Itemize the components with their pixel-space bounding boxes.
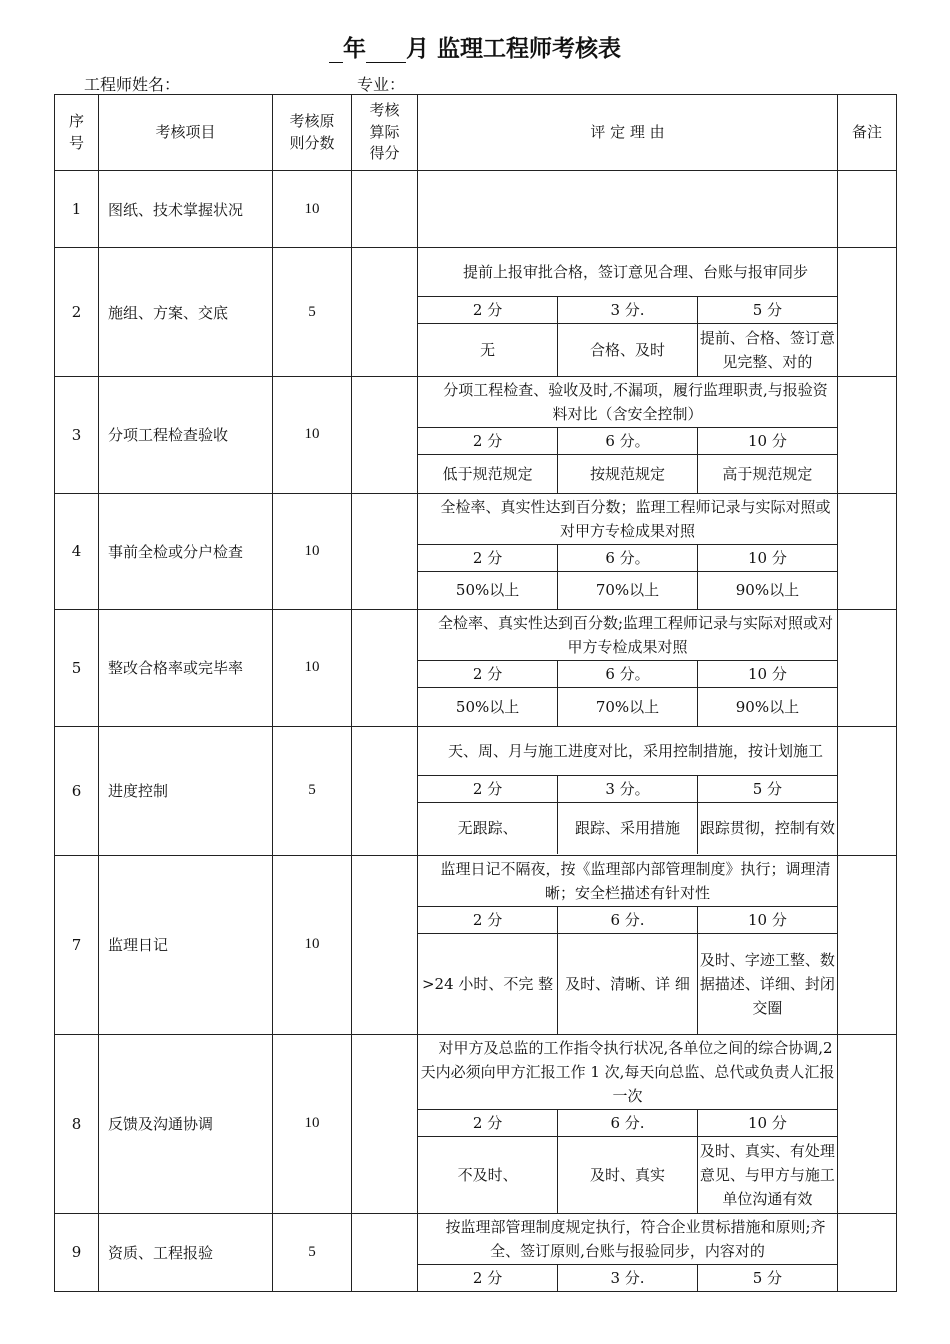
grade-mid: 3 分. bbox=[558, 1264, 698, 1291]
grade-low: 2 分 bbox=[418, 906, 558, 933]
grade-high: 10 分 bbox=[697, 544, 837, 571]
criteria-low: 50%以上 bbox=[418, 571, 558, 609]
criteria-mid: 70%以上 bbox=[558, 571, 698, 609]
actual-score-cell[interactable] bbox=[352, 726, 418, 855]
grade-mid: 6 分. bbox=[558, 906, 698, 933]
header-actual-score: 考核算际得分 bbox=[352, 95, 418, 171]
criteria-mid: 及时、清晰、详 细 bbox=[558, 933, 698, 1034]
actual-score-cell[interactable] bbox=[352, 855, 418, 1035]
remark-cell[interactable] bbox=[838, 248, 897, 377]
row-seq: 7 bbox=[55, 855, 99, 1035]
reason-desc: 提前上报审批合格，签订意见合理、台账与报审同步 bbox=[462, 262, 808, 281]
reason-cell bbox=[418, 377, 838, 494]
table-row bbox=[55, 493, 897, 610]
header-seq: 序号 bbox=[55, 95, 99, 171]
reason-cell bbox=[418, 726, 838, 855]
month-label: 月 bbox=[405, 36, 429, 62]
grade-high: 10 分 bbox=[697, 428, 837, 455]
criteria-low: 不及时、 bbox=[418, 1137, 558, 1213]
row-score: 10 bbox=[273, 493, 352, 610]
table-row bbox=[55, 610, 897, 727]
table-row bbox=[55, 726, 897, 855]
actual-score-cell[interactable] bbox=[352, 1213, 418, 1291]
criteria-mid: 按规范规定 bbox=[558, 455, 698, 493]
actual-score-cell[interactable] bbox=[352, 493, 418, 610]
criteria-mid: 70%以上 bbox=[558, 688, 698, 726]
row-item: 事前全检或分户检查 bbox=[99, 493, 273, 610]
row-score: 5 bbox=[273, 1213, 352, 1291]
grade-mid: 6 分. bbox=[558, 1110, 698, 1137]
grade-low: 2 分 bbox=[418, 661, 558, 688]
grade-low: 2 分 bbox=[418, 428, 558, 455]
table-row bbox=[55, 1213, 897, 1291]
remark-cell[interactable] bbox=[838, 1035, 897, 1214]
criteria-low: >24 小时、不完 整 bbox=[418, 933, 558, 1034]
row-score: 5 bbox=[273, 726, 352, 855]
reason-cell bbox=[418, 493, 838, 610]
page-title bbox=[0, 30, 950, 63]
row-item: 整改合格率或完毕率 bbox=[99, 610, 273, 727]
remark-cell[interactable] bbox=[838, 493, 897, 610]
row-score: 5 bbox=[273, 248, 352, 377]
criteria-high: 90%以上 bbox=[697, 571, 837, 609]
month-blank bbox=[366, 40, 406, 63]
header-reason: 评 定 理 由 bbox=[418, 95, 838, 171]
grade-high: 10 分 bbox=[697, 661, 837, 688]
grade-low: 2 分 bbox=[418, 296, 558, 323]
reason-cell bbox=[418, 1213, 838, 1291]
grade-high: 10 分 bbox=[697, 1110, 837, 1137]
remark-cell[interactable] bbox=[838, 855, 897, 1035]
remark-cell[interactable] bbox=[838, 171, 897, 248]
row-item: 分项工程检查验收 bbox=[99, 377, 273, 494]
form-name: 监理工程师考核表 bbox=[437, 36, 621, 62]
criteria-low: 低于规范规定 bbox=[418, 455, 558, 493]
reason-desc: 天、周、月与施工进度对比，采用控制措施，按计划施工 bbox=[447, 741, 823, 760]
row-item: 图纸、技术掌握状况 bbox=[99, 171, 273, 248]
reason-desc: 监理日记不隔夜，按《监理部内部管理制度》执行；调理清晰；安全栏描述有针对性 bbox=[440, 859, 831, 902]
criteria-high: 提前、合格、签订意见完整、对的 bbox=[697, 323, 837, 376]
grade-mid: 3 分。 bbox=[558, 776, 698, 803]
table-row bbox=[55, 855, 897, 1035]
reason-cell bbox=[418, 855, 838, 1035]
row-seq: 5 bbox=[55, 610, 99, 727]
criteria-high: 跟踪贯彻，控制有效 bbox=[697, 803, 837, 854]
criteria-mid: 合格、及时 bbox=[558, 323, 698, 376]
criteria-low: 无跟踪、 bbox=[418, 803, 558, 854]
actual-score-cell[interactable] bbox=[352, 1035, 418, 1214]
reason-desc: 全检率、真实性达到百分数；监理工程师记录与实际对照或对甲方专检成果对照 bbox=[440, 497, 831, 540]
row-seq: 2 bbox=[55, 248, 99, 377]
grade-low: 2 分 bbox=[418, 1264, 558, 1291]
reason-cell bbox=[418, 171, 838, 248]
criteria-mid: 及时、真实 bbox=[558, 1137, 698, 1213]
table-row bbox=[55, 377, 897, 494]
remark-cell[interactable] bbox=[838, 1213, 897, 1291]
table-row bbox=[55, 171, 897, 248]
row-seq: 3 bbox=[55, 377, 99, 494]
row-score: 10 bbox=[273, 377, 352, 494]
row-score: 10 bbox=[273, 855, 352, 1035]
criteria-mid: 跟踪、采用措施 bbox=[558, 803, 698, 854]
criteria-high: 90%以上 bbox=[697, 688, 837, 726]
row-item: 资质、工程报验 bbox=[99, 1213, 273, 1291]
table-row bbox=[55, 248, 897, 377]
row-seq: 4 bbox=[55, 493, 99, 610]
row-seq: 8 bbox=[55, 1035, 99, 1214]
reason-cell bbox=[418, 1035, 838, 1214]
grade-mid: 3 分. bbox=[558, 296, 698, 323]
reason-desc: 按监理部管理制度规定执行，符合企业贯标措施和原则;齐全、签订原则,台账与报验同步，内容对的 bbox=[445, 1217, 826, 1260]
row-seq: 1 bbox=[55, 171, 99, 248]
header-item: 考核项目 bbox=[99, 95, 273, 171]
row-score: 10 bbox=[273, 1035, 352, 1214]
row-item: 进度控制 bbox=[99, 726, 273, 855]
major-label: 专业： bbox=[357, 75, 406, 94]
row-seq: 6 bbox=[55, 726, 99, 855]
actual-score-cell[interactable] bbox=[352, 171, 418, 248]
criteria-high: 及时、字迹工整、数据描述、详细、封闭 交圈 bbox=[697, 933, 837, 1034]
grade-high: 5 分 bbox=[697, 296, 837, 323]
table-row bbox=[55, 1035, 897, 1214]
criteria-low: 50%以上 bbox=[418, 688, 558, 726]
remark-cell[interactable] bbox=[838, 610, 897, 727]
row-score: 10 bbox=[273, 610, 352, 727]
row-item: 监理日记 bbox=[99, 855, 273, 1035]
actual-score-cell[interactable] bbox=[352, 248, 418, 377]
header-principle-score: 考核原则分数 bbox=[273, 95, 352, 171]
remark-cell[interactable] bbox=[838, 377, 897, 494]
criteria-low: 无 bbox=[418, 323, 558, 376]
grade-low: 2 分 bbox=[418, 544, 558, 571]
reason-cell bbox=[418, 248, 838, 377]
remark-cell[interactable] bbox=[838, 726, 897, 855]
reason-desc: 分项工程检查、验收及时,不漏项，履行监理职责,与报验资料对比（含安全控制） bbox=[443, 381, 828, 423]
criteria-high: 高于规范规定 bbox=[697, 455, 837, 493]
grade-high: 10 分 bbox=[697, 906, 837, 933]
criteria-high: 及时、真实、有处理意见、与甲方与施工单位沟通有效 bbox=[697, 1137, 837, 1213]
grade-mid: 6 分。 bbox=[558, 661, 698, 688]
grade-low: 2 分 bbox=[418, 776, 558, 803]
reason-desc: 全检率、真实性达到百分数;监理工程师记录与实际对照或对甲方专检成果对照 bbox=[437, 614, 834, 656]
grade-high: 5 分 bbox=[697, 1264, 837, 1291]
grade-low: 2 分 bbox=[418, 1110, 558, 1137]
header-row bbox=[55, 95, 897, 171]
reason-desc: 对甲方及总监的工作指令执行状况,各单位之间的综合协调,2 天内必须向甲方汇报工作 1 次,每天向总监、总代或负责人汇报一次 bbox=[420, 1039, 835, 1105]
row-score: 10 bbox=[273, 171, 352, 248]
reason-cell bbox=[418, 610, 838, 727]
engineer-name-label: 工程师姓名： bbox=[84, 75, 181, 94]
row-item: 反馈及沟通协调 bbox=[99, 1035, 273, 1214]
actual-score-cell[interactable] bbox=[352, 377, 418, 494]
grade-mid: 6 分。 bbox=[558, 544, 698, 571]
row-seq: 9 bbox=[55, 1213, 99, 1291]
year-blank bbox=[329, 40, 343, 63]
year-label: 年 bbox=[342, 36, 366, 62]
actual-score-cell[interactable] bbox=[352, 610, 418, 727]
header-remark: 备注 bbox=[838, 95, 897, 171]
assessment-table bbox=[54, 94, 897, 1292]
grade-mid: 6 分。 bbox=[558, 428, 698, 455]
row-item: 施组、方案、交底 bbox=[99, 248, 273, 377]
grade-high: 5 分 bbox=[697, 776, 837, 803]
